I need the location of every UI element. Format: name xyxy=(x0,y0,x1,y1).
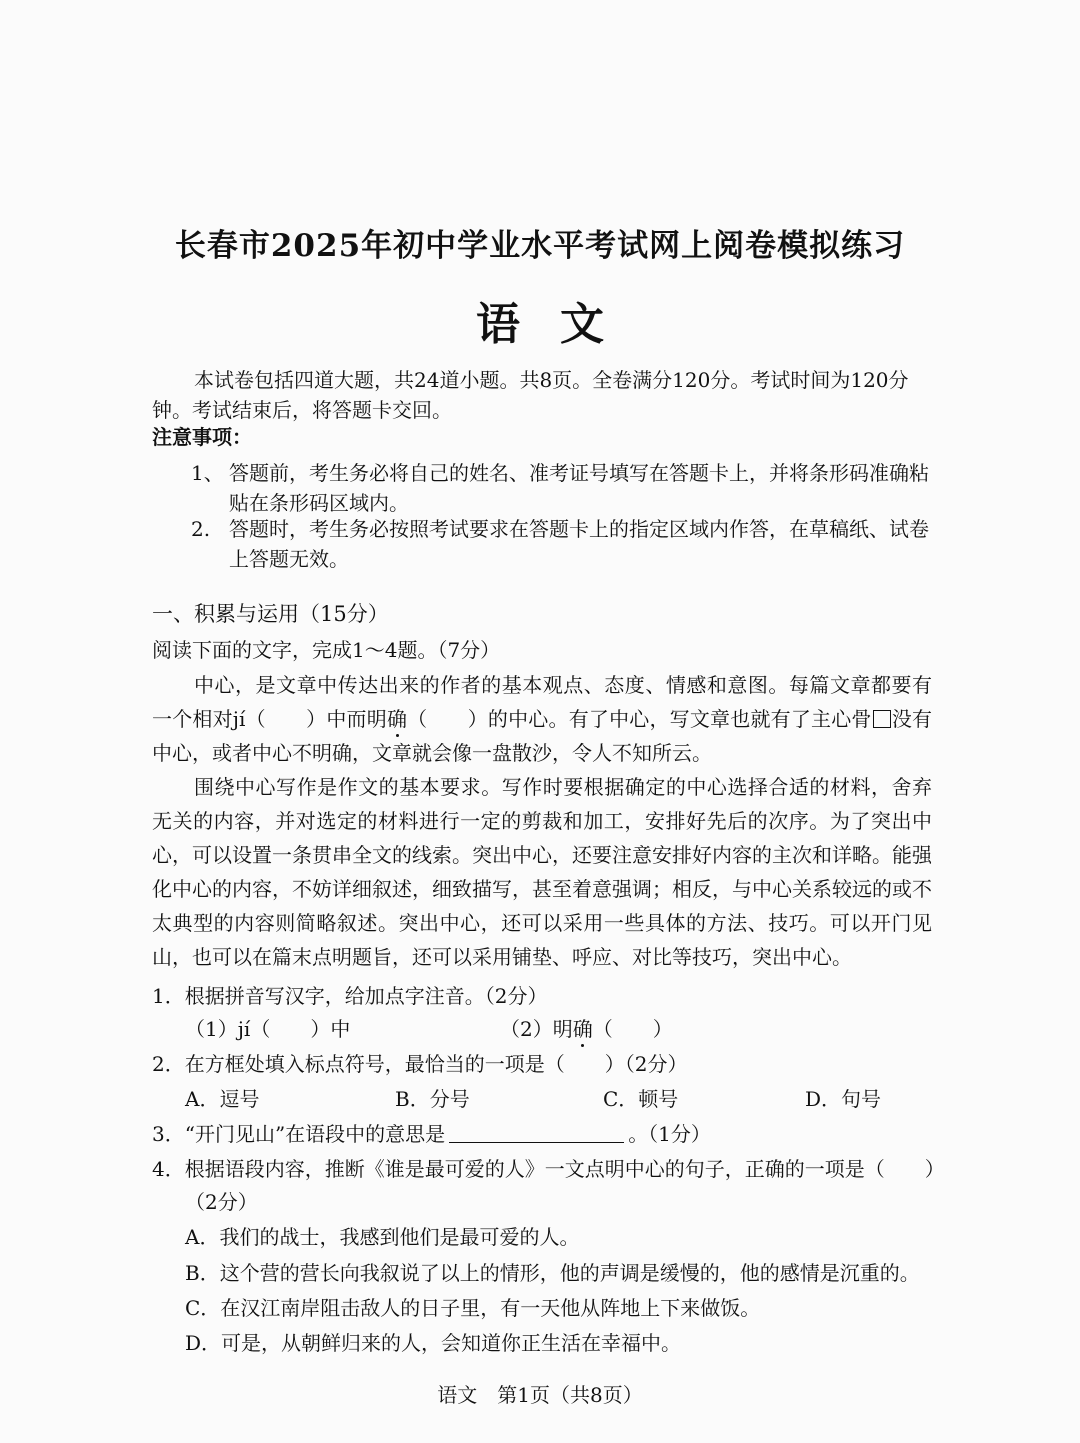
passage-paragraph-2: 围绕中心写作是作文的基本要求。写作时要根据确定的中心选择合适的材料，舍弃无关的内容，并对选定的材料进行一定的剪裁和加工，安排好先后的次序。为了突出中心，可以设置一条贯串全文的线索。突出中心，还要注意安排好内容的主次和详略。能强化中心的内容，不妨详细叙述，细致描写，甚至着意强调；相反，与中心关系较远的或不太典型的内容则简略叙述。突出中心，还可以采用一些具体的方法、技巧。可以开门见山，也可以在篇末点明题旨，还可以采用铺垫、呼应、对比等技巧，突出中心。 xyxy=(152,775,932,969)
page-footer: 语文 第1页（共8页） xyxy=(437,1383,643,1407)
dotted-character: 确 xyxy=(386,707,408,731)
section-heading: 一、积累与运用（15分） xyxy=(152,602,389,626)
question-2-option-d: D．句号 xyxy=(805,1087,882,1111)
subject-title: 语文 xyxy=(476,299,644,350)
sub-text: （ ） xyxy=(592,1017,673,1041)
sub-text: （2）明 xyxy=(500,1017,573,1041)
notice-title: 注意事项： xyxy=(152,425,252,449)
exam-intro: 本试卷包括四道大题，共24道小题。共8页。全卷满分120分。考试时间为120分钟。考试结束后，将答题卡交回。 xyxy=(152,368,909,422)
passage-text: 没有中心，或者中心不明确，文章就会像一盘散沙，令人不知所云。 xyxy=(152,707,933,765)
question-text: 。（1分） xyxy=(628,1122,711,1146)
notice-item-number: 2. xyxy=(191,517,211,541)
notice-item-text: 答题前，考生务必将自己的姓名、准考证号填写在答题卡上，并将条形码准确粘贴在条形码区域内。 xyxy=(229,461,929,515)
passage-paragraph-1 xyxy=(152,668,932,770)
question-4-score: （2分） xyxy=(185,1190,258,1214)
reading-instruction: 阅读下面的文字，完成1～4题。（7分） xyxy=(152,638,501,662)
answer-blank xyxy=(449,1124,624,1143)
notice-item-2 xyxy=(191,514,931,574)
question-2-option-a: A．逗号 xyxy=(185,1087,260,1111)
question-4-option-a: A．我们的战士，我感到他们是最可爱的人。 xyxy=(185,1225,580,1249)
question-2-option-b: B．分号 xyxy=(395,1087,470,1111)
dotted-character: 确 xyxy=(572,1017,593,1041)
passage-text: 中心，是文章中传达出来的作者的基本观点、态度、情感和意图。每篇文章都要有一个相对jí（ ）中而明 xyxy=(152,673,932,731)
question-3-stem xyxy=(152,1124,711,1144)
question-2-option-c: C．顿号 xyxy=(603,1087,679,1111)
question-1-stem: 1．根据拼音写汉字，给加点字注音。（2分） xyxy=(152,984,548,1008)
question-4-option-b: B．这个营的营长向我叙说了以上的情形，他的声调是缓慢的，他的感情是沉重的。 xyxy=(185,1261,920,1285)
notice-item-number: 1、 xyxy=(191,461,224,485)
notice-item-1 xyxy=(191,458,931,518)
exam-title: 长春市2025年初中学业水平考试网上阅卷模拟练习 xyxy=(174,228,906,264)
question-2-stem: 2．在方框处填入标点符号，最恰当的一项是（ ）（2分） xyxy=(152,1052,688,1076)
notice-item-text: 答题时，考生务必按照考试要求在答题卡上的指定区域内作答，在草稿纸、试卷上答题无效。 xyxy=(229,517,929,571)
punctuation-box xyxy=(873,710,891,728)
question-text: 3．“开门见山”在语段中的意思是 xyxy=(152,1122,446,1146)
question-1-sub-1: （1）jí（ ）中 xyxy=(185,1017,351,1041)
passage-text: （ ）的中心。有了中心，写文章也就有了主心骨 xyxy=(407,707,872,731)
question-4-option-d: D．可是，从朝鲜归来的人，会知道你正生活在幸福中。 xyxy=(185,1331,682,1355)
question-4-stem: 4．根据语段内容，推断《谁是最可爱的人》一文点明中心的句子，正确的一项是（ ） xyxy=(152,1157,945,1181)
question-1-sub-2 xyxy=(500,1019,673,1039)
question-4-option-c: C．在汉江南岸阻击敌人的日子里，有一天他从阵地上下来做饭。 xyxy=(185,1296,761,1320)
